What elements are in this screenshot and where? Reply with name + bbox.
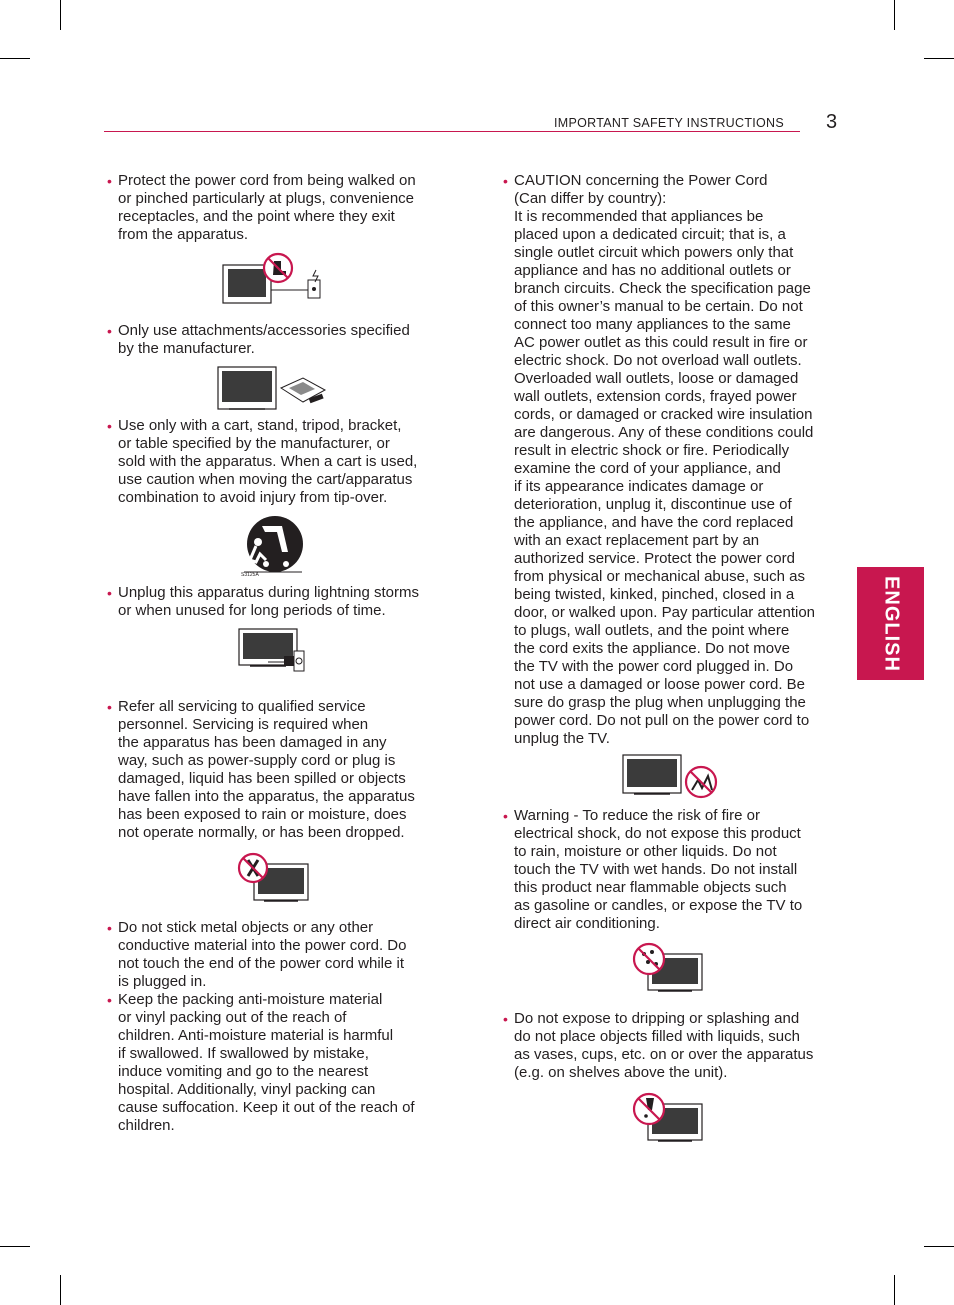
instruction-text: Refer all servicing to qualified service personnel. Servicing is required when the apparatus has been damaged in any way, such as power-supply cord or plug is damaged, liquid has been spilled or objects have fallen into the apparatus, the apparatus has been exposed to rain or moisture, does not operate normally, or has been dropped. bbox=[118, 698, 415, 841]
power-cord-caution-illustration bbox=[622, 754, 720, 800]
instruction-item bbox=[107, 584, 448, 620]
instruction-item bbox=[503, 1010, 842, 1082]
bullet: • bbox=[503, 1011, 508, 1027]
accessories-illustration bbox=[217, 366, 329, 412]
instruction-item bbox=[503, 807, 842, 933]
no-rain-moisture-illustration bbox=[632, 942, 708, 994]
section-title: IMPORTANT SAFETY INSTRUCTIONS bbox=[554, 116, 785, 130]
instruction-text: Use only with a cart, stand, tripod, bracket, or table specified by the manufacturer, or sold with the apparatus. When a cart is used, use caution when moving the cart/apparatus combination to avoid injury from tip-over. bbox=[118, 417, 418, 506]
no-liquids-illustration bbox=[632, 1092, 708, 1144]
warning-label: Warning bbox=[514, 807, 570, 824]
crop-mark bbox=[924, 58, 954, 59]
instruction-text: Protect the power cord from being walked on or pinched particularly at plugs, convenience receptacles, and the point where they exit from the apparatus. bbox=[118, 172, 416, 243]
crop-mark bbox=[924, 1246, 954, 1247]
bullet: • bbox=[503, 808, 508, 824]
power-cord-illustration bbox=[222, 252, 332, 306]
bullet: • bbox=[107, 992, 112, 1008]
page-number: 3 bbox=[826, 111, 838, 133]
unplug-illustration bbox=[238, 628, 306, 674]
crop-mark bbox=[0, 58, 30, 59]
instruction-text bbox=[514, 807, 842, 933]
language-tab-label: ENGLISH bbox=[880, 575, 902, 672]
bullet: • bbox=[107, 173, 112, 189]
warning-text: - To reduce the risk of fire or electrical shock, do not expose this product to rain, moisture or other liquids. Do not touch the TV with wet hands. Do not install this product near flammable objects such as gasoline or candles, or expose the TV to direct air conditioning. bbox=[514, 807, 803, 932]
bullet: • bbox=[107, 418, 112, 434]
instruction-item bbox=[503, 172, 842, 748]
crop-mark bbox=[60, 1275, 61, 1305]
instruction-item bbox=[107, 698, 448, 842]
crop-mark bbox=[0, 1246, 30, 1247]
instruction-item bbox=[107, 172, 448, 244]
cart-tip-over-warning-icon bbox=[240, 514, 304, 578]
bullet: • bbox=[107, 323, 112, 339]
instruction-text: CAUTION concerning the Power Cord (Can differ by country): It is recommended that appliances be placed upon a dedicated circuit; that is, a single outlet circuit which powers only that appliance and has no additional outlets or branch circuits. Check the specification page of this owner’s manual to be certain. Do not connect too many appliances to the same AC power outlet as this could result in fire or electric shock. Do not overload wall outlets. Overloaded wall outlets, loose or damaged wall outlets, extension cords, frayed power cords, or damaged or cracked wire insulation are dangerous. Any of these conditions could result in electric shock or fire. Periodically examine the cord of your appliance, and if its appearance indicates damage or deterioration, unplug it, discontinue use of the appliance, and have the cord replaced with an exact replacement part by an authorized service. Protect the power cord from physical or mechanical abuse, such as being twisted, kinked, pinched, closed in a door, or walked upon. Pay particular attention to plugs, wall outlets, and the point where the cord exits the appliance. Do not move the TV with the power cord plugged in. Do not use a damaged or loose power cord. Be sure do grasp the plug when unplugging the power cord. Do not pull on the power cord to unplug the TV. bbox=[514, 172, 816, 747]
bullet: • bbox=[503, 173, 508, 189]
instruction-text: Do not stick metal objects or any other conductive material into the power cord. Do not touch the end of the power cord while it is plugged in. bbox=[118, 919, 407, 990]
instruction-item bbox=[107, 991, 448, 1135]
instruction-text: Keep the packing anti-moisture material or vinyl packing out of the reach of children. Anti-moisture material is harmful if swallowed. If swallowed by mistake, induce vomiting and go to the nearest hospital. Additionally, vinyl packing can cause suffocation. Keep it out of the reach of children. bbox=[118, 991, 415, 1134]
crop-mark bbox=[60, 0, 61, 30]
cart-label: S3125A bbox=[241, 572, 259, 578]
instruction-item bbox=[107, 919, 448, 991]
header-rule bbox=[104, 131, 800, 132]
bullet: • bbox=[107, 920, 112, 936]
crop-mark bbox=[894, 1275, 895, 1305]
bullet: • bbox=[107, 699, 112, 715]
bullet: • bbox=[107, 585, 112, 601]
crop-mark bbox=[894, 0, 895, 30]
instruction-text: Unplug this apparatus during lightning storms or when unused for long periods of time. bbox=[118, 584, 420, 619]
language-tab bbox=[857, 567, 924, 680]
no-self-service-illustration bbox=[236, 852, 312, 904]
instruction-text: Do not expose to dripping or splashing and do not place objects filled with liquids, such as vases, cups, etc. on or over the apparatus (e.g. on shelves above the unit). bbox=[514, 1010, 814, 1081]
instruction-text: Only use attachments/accessories specified by the manufacturer. bbox=[118, 322, 410, 357]
instruction-item bbox=[107, 322, 448, 358]
instruction-item bbox=[107, 417, 448, 507]
